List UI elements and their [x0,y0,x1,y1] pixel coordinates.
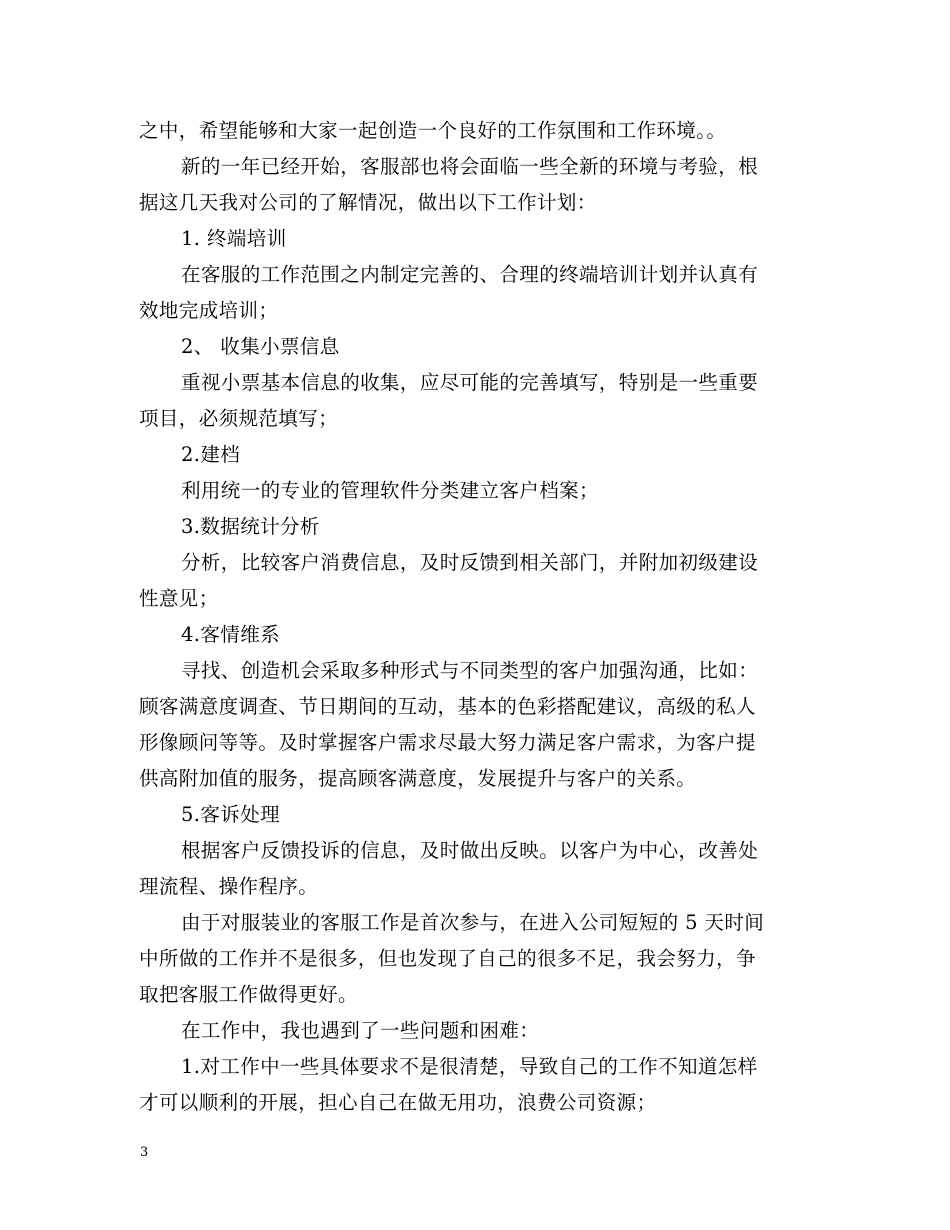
text-line: 顾客满意度调查、节日期间的互动，基本的色彩搭配建议，高级的私人 [139,695,756,718]
page-number: 3 [140,1145,149,1160]
text-line: 效地完成培训； [139,299,279,322]
text-line: 中所做的工作并不是很多，但也发现了自己的很多不足，我会努力，争 [139,947,756,970]
section-heading: 3.数据统计分析 [181,515,320,538]
text-line: 项目，必须规范填写； [139,407,339,430]
text-line: 才可以顺利的开展，担心自己在做无用功，浪费公司资源； [139,1091,657,1114]
section-heading: 4.客情维系 [181,623,281,646]
text-line: 据这几天我对公司的了解情况，做出以下工作计划： [139,191,597,214]
section-heading: 5.客诉处理 [181,803,281,826]
text-line: 新的一年已经开始，客服部也将会面临一些全新的环境与考验，根 [181,155,759,178]
text-line: 理流程、操作程序。 [139,875,319,898]
text-line: 重视小票基本信息的收集，应尽可能的完善填写，特别是一些重要 [181,371,759,394]
section-heading: 2、 收集小票信息 [181,335,340,358]
text-line: 性意见； [139,587,219,610]
text-line: 寻找、创造机会采取多种形式与不同类型的客户加强沟通，比如： [181,659,759,682]
text-line: 之中，希望能够和大家一起创造一个良好的工作氛围和工作环境。。 [139,119,727,142]
text-line: 根据客户反馈投诉的信息，及时做出反映。以客户为中心，改善处 [181,839,759,862]
section-heading: 1. 终端培训 [181,227,287,250]
text-line: 形像顾问等等。及时掌握客户需求尽最大努力满足客户需求，为客户提 [139,731,756,754]
text-line: 在工作中，我也遇到了一些问题和困难： [181,1019,540,1042]
text-line: 取把客服工作做得更好。 [139,983,358,1006]
body-text [139,113,819,1121]
text-line: 由于对服装业的客服工作是首次参与，在进入公司短短的 5 天时间 [181,911,765,934]
section-heading: 2.建档 [181,443,241,466]
text-line: 1.对工作中一些具体要求不是很清楚，导致自己的工作不知道怎样 [181,1055,758,1078]
text-line: 在客服的工作范围之内制定完善的、合理的终端培训计划并认真有 [181,263,759,286]
text-line: 分析，比较客户消费信息，及时反馈到相关部门，并附加初级建设 [181,551,759,574]
text-line: 供高附加值的服务，提高顾客满意度，发展提升与客户的关系。 [139,767,697,790]
text-line: 利用统一的专业的管理软件分类建立客户档案； [181,479,599,502]
